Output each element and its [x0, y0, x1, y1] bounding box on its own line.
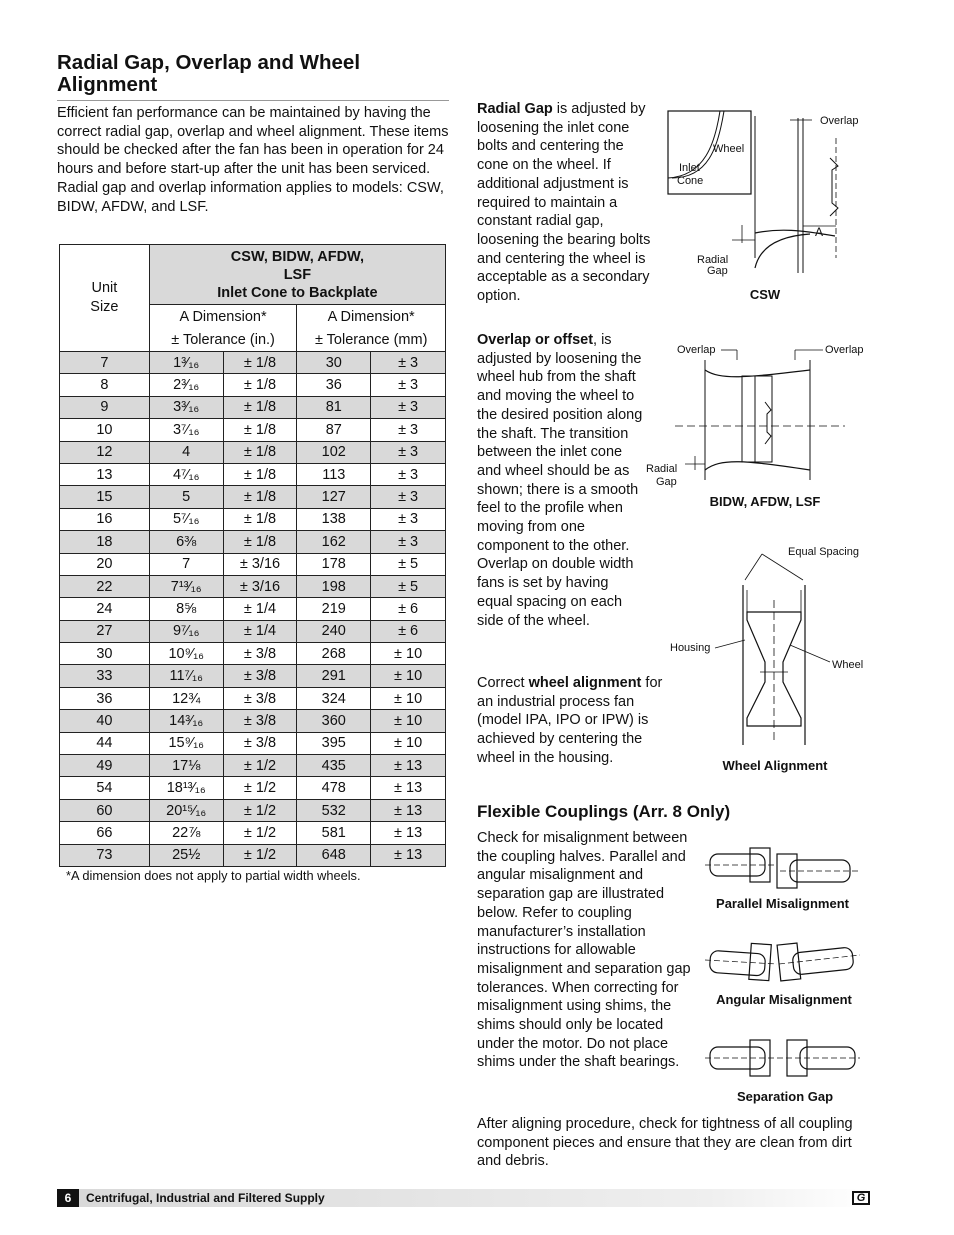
table-cell: 5⁷⁄₁₆ — [149, 508, 223, 530]
table-cell: 4⁷⁄₁₆ — [149, 463, 223, 485]
bidw-overlap-left-label: Overlap — [677, 344, 716, 356]
table-cell: 6⅜ — [149, 531, 223, 553]
table-cell: ± 13 — [371, 844, 446, 866]
table-cell: ± 13 — [371, 755, 446, 777]
table-cell: 268 — [297, 643, 371, 665]
table-cell: 4 — [149, 441, 223, 463]
align-housing-label: Housing — [670, 642, 711, 654]
csw-a-label: A — [815, 225, 824, 239]
table-cell: 73 — [60, 844, 150, 866]
table-cell: 33 — [60, 665, 150, 687]
radial-gap-paragraph: Radial Gap is adjusted by loosening the inlet cone bolts and centering the cone on the wheel. If additional adjustment is required to maintain a constant radial gap, loosening the bearing bolts and centering the wheel is acceptable as a secondary option. — [477, 101, 651, 305]
table-cell: ± 1/4 — [223, 598, 297, 620]
couplings-heading: Flexible Couplings (Arr. 8 Only) — [477, 802, 731, 821]
table-row — [60, 665, 446, 687]
table-cell: 22⅞ — [149, 822, 223, 844]
table-cell: 178 — [297, 553, 371, 575]
table-cell: ± 1/8 — [223, 441, 297, 463]
table-cell: ± 13 — [371, 822, 446, 844]
table-cell: ± 13 — [371, 799, 446, 821]
col-in-sub: ± Tolerance (in.) — [149, 328, 297, 352]
table-row — [60, 419, 446, 441]
table-cell: ± 10 — [371, 643, 446, 665]
table-cell: 17⅛ — [149, 755, 223, 777]
table-footnote: *A dimension does not apply to partial width wheels. — [66, 868, 361, 883]
intro-paragraph: Efficient fan performance can be maintained by having the correct radial gap, overlap and wheel alignment. These items should be checked after the fan has been in operation for 24 hours and before start-up after the unit has been serviced. Radial gap and overlap information applies to models: CSW, BIDW, AFDW, and LSF. — [57, 105, 449, 215]
col-in-title: A Dimension* — [149, 305, 297, 329]
table-row — [60, 374, 446, 396]
table-cell: 30 — [60, 643, 150, 665]
table-cell: 22 — [60, 575, 150, 597]
table-cell: 360 — [297, 710, 371, 732]
table-row — [60, 598, 446, 620]
csw-radial-label-1: Radial — [697, 254, 729, 266]
table-row — [60, 620, 446, 642]
wheel-alignment-caption: Wheel Alignment — [722, 758, 828, 773]
table-cell: ± 1/8 — [223, 531, 297, 553]
table-row — [60, 844, 446, 866]
table-cell: ± 3 — [371, 374, 446, 396]
table-row — [60, 643, 446, 665]
bidw-radial-label-1: Radial — [646, 463, 678, 475]
table-row — [60, 822, 446, 844]
parallel-misalignment-diagram — [705, 842, 860, 892]
csw-diagram — [660, 108, 875, 283]
table-cell: 44 — [60, 732, 150, 754]
table-row — [60, 710, 446, 732]
unit-size-header: Unit Size — [60, 245, 150, 352]
table-cell: 20¹⁵⁄₁₆ — [149, 799, 223, 821]
csw-overlap-label: Overlap — [820, 115, 859, 127]
table-cell: 66 — [60, 822, 150, 844]
table-cell: ± 3 — [371, 486, 446, 508]
table-cell: ± 1/2 — [223, 822, 297, 844]
table-cell: 27 — [60, 620, 150, 642]
couplings-paragraph: Check for misalignment between the coupling halves. Parallel and angular misalignment and separation gap are illustrated below. Refer to coupling manufacturer’s installation instructions for allowable misalignment and separation gap tolerances. When correcting for misalignment using shims, the shims should only be located under the motor. Do not place shims under the shaft bearings. — [477, 830, 691, 1071]
table-cell: 102 — [297, 441, 371, 463]
table-row — [60, 352, 446, 374]
overlap-paragraph: Overlap or offset, is adjusted by loosening the wheel hub from the shaft and moving the wheel to the desired position along the shaft. The transition between the inlet cone and wheel should be as shown; there is a smooth feel to the profile when moving from one component to the other. Overlap on double width fans is set by having equal spacing on each side of the wheel. — [477, 332, 643, 629]
table-cell: 10 — [60, 419, 150, 441]
table-cell: ± 1/8 — [223, 374, 297, 396]
separation-gap-diagram — [705, 1035, 860, 1085]
table-cell: ± 6 — [371, 620, 446, 642]
page-number: 6 — [57, 1189, 79, 1207]
table-cell: 40 — [60, 710, 150, 732]
table-cell: ± 10 — [371, 732, 446, 754]
bidw-caption: BIDW, AFDW, LSF — [709, 494, 821, 509]
table-cell: ± 13 — [371, 777, 446, 799]
table-cell: 648 — [297, 844, 371, 866]
table-cell: 16 — [60, 508, 150, 530]
table-cell: ± 10 — [371, 687, 446, 709]
table-cell: ± 3 — [371, 352, 446, 374]
table-cell: ± 3 — [371, 419, 446, 441]
table-cell: 240 — [297, 620, 371, 642]
csw-radial-label-2: Gap — [707, 265, 728, 277]
table-cell: 49 — [60, 755, 150, 777]
table-row — [60, 777, 446, 799]
table-cell: ± 1/8 — [223, 419, 297, 441]
table-cell: 162 — [297, 531, 371, 553]
table-cell: 8⅝ — [149, 598, 223, 620]
table-cell: 7¹³⁄₁₆ — [149, 575, 223, 597]
brand-logo-icon: G — [852, 1191, 870, 1205]
table-cell: ± 1/8 — [223, 396, 297, 418]
table-cell: ± 1/8 — [223, 508, 297, 530]
table-cell: ± 3 — [371, 463, 446, 485]
table-cell: ± 1/2 — [223, 755, 297, 777]
table-cell: 291 — [297, 665, 371, 687]
table-cell: 15 — [60, 486, 150, 508]
table-cell: ± 3/16 — [223, 575, 297, 597]
table-cell: ± 1/8 — [223, 352, 297, 374]
table-cell: ± 1/4 — [223, 620, 297, 642]
table-cell: ± 3/8 — [223, 710, 297, 732]
table-cell: 198 — [297, 575, 371, 597]
table-cell: 15⁹⁄₁₆ — [149, 732, 223, 754]
table-row — [60, 508, 446, 530]
page-title: Radial Gap, Overlap and Wheel Alignment — [57, 51, 361, 96]
table-cell: 24 — [60, 598, 150, 620]
table-cell: ± 1/2 — [223, 844, 297, 866]
table-cell: 2³⁄₁₆ — [149, 374, 223, 396]
table-cell: 12 — [60, 441, 150, 463]
table-cell: ± 3 — [371, 508, 446, 530]
dimension-table — [59, 244, 446, 867]
table-cell: 3⁷⁄₁₆ — [149, 419, 223, 441]
bidw-overlap-right-label: Overlap — [825, 344, 864, 356]
table-cell: 36 — [297, 374, 371, 396]
table-cell: 87 — [297, 419, 371, 441]
table-cell: ± 3/16 — [223, 553, 297, 575]
table-cell: 435 — [297, 755, 371, 777]
table-cell: 7 — [60, 352, 150, 374]
table-cell: 18 — [60, 531, 150, 553]
table-row — [60, 755, 446, 777]
table-cell: 54 — [60, 777, 150, 799]
bidw-diagram — [645, 340, 870, 490]
table-cell: 1³⁄₁₆ — [149, 352, 223, 374]
table-cell: 12¾ — [149, 687, 223, 709]
table-cell: ± 1/8 — [223, 463, 297, 485]
separation-caption: Separation Gap — [736, 1089, 834, 1104]
table-cell: 25½ — [149, 844, 223, 866]
table-cell: 3³⁄₁₆ — [149, 396, 223, 418]
table-cell: 60 — [60, 799, 150, 821]
csw-inlet-label-2: Cone — [677, 175, 704, 187]
table-cell: 7 — [149, 553, 223, 575]
csw-wheel-label: Wheel — [713, 143, 745, 155]
table-cell: ± 3/8 — [223, 665, 297, 687]
csw-caption: CSW — [749, 287, 781, 302]
table-cell: 14³⁄₁₆ — [149, 710, 223, 732]
csw-inlet-label-1: Inlet — [679, 162, 700, 174]
table-cell: ± 10 — [371, 665, 446, 687]
table-cell: 581 — [297, 822, 371, 844]
table-row — [60, 441, 446, 463]
table-cell: 81 — [297, 396, 371, 418]
table-row — [60, 799, 446, 821]
table-cell: 138 — [297, 508, 371, 530]
wheel-alignment-paragraph: Correct wheel alignment for an industrial process fan (model IPA, IPO or IPW) is achieved by centering the wheel in the housing. — [477, 675, 663, 766]
table-cell: ± 3 — [371, 396, 446, 418]
table-cell: ± 3 — [371, 531, 446, 553]
table-cell: 532 — [297, 799, 371, 821]
table-cell: 324 — [297, 687, 371, 709]
table-cell: 30 — [297, 352, 371, 374]
table-cell: ± 1/2 — [223, 799, 297, 821]
table-cell: 9 — [60, 396, 150, 418]
table-cell: ± 10 — [371, 710, 446, 732]
table-cell: 113 — [297, 463, 371, 485]
table-row — [60, 732, 446, 754]
align-equal-label: Equal Spacing — [788, 546, 859, 558]
table-row — [60, 486, 446, 508]
title-rule — [57, 100, 449, 101]
table-cell: 478 — [297, 777, 371, 799]
table-cell: 11⁷⁄₁₆ — [149, 665, 223, 687]
table-cell: 395 — [297, 732, 371, 754]
parallel-caption: Parallel Misalignment — [716, 896, 849, 911]
group-header: CSW, BIDW, AFDW, LSF Inlet Cone to Backplate — [149, 245, 445, 305]
table-cell: ± 3/8 — [223, 687, 297, 709]
couplings-after-paragraph: After aligning procedure, check for tightness of all coupling component pieces and ensure that they are clean from dirt and debris. — [477, 1116, 853, 1170]
table-cell: 10⁹⁄₁₆ — [149, 643, 223, 665]
table-cell: ± 1/8 — [223, 486, 297, 508]
table-cell: 36 — [60, 687, 150, 709]
col-mm-sub: ± Tolerance (mm) — [297, 328, 446, 352]
table-cell: 5 — [149, 486, 223, 508]
bidw-radial-label-2: Gap — [656, 476, 677, 488]
table-cell: ± 1/2 — [223, 777, 297, 799]
table-row — [60, 396, 446, 418]
col-mm-title: A Dimension* — [297, 305, 446, 329]
table-row — [60, 463, 446, 485]
table-cell: 127 — [297, 486, 371, 508]
align-wheel-label: Wheel — [832, 659, 864, 671]
table-cell: ± 3/8 — [223, 643, 297, 665]
table-cell: 13 — [60, 463, 150, 485]
table-cell: ± 3 — [371, 441, 446, 463]
wheel-alignment-diagram — [665, 540, 875, 750]
table-cell: 9⁷⁄₁₆ — [149, 620, 223, 642]
table-cell: ± 5 — [371, 575, 446, 597]
table-row — [60, 687, 446, 709]
table-row — [60, 553, 446, 575]
table-cell: 18¹³⁄₁₆ — [149, 777, 223, 799]
table-cell: ± 3/8 — [223, 732, 297, 754]
table-row — [60, 575, 446, 597]
table-row — [60, 531, 446, 553]
table-cell: ± 5 — [371, 553, 446, 575]
footer-title: Centrifugal, Industrial and Filtered Supply — [86, 1191, 325, 1205]
table-cell: 8 — [60, 374, 150, 396]
table-cell: ± 6 — [371, 598, 446, 620]
table-cell: 219 — [297, 598, 371, 620]
angular-misalignment-diagram — [705, 938, 860, 988]
angular-caption: Angular Misalignment — [716, 992, 852, 1007]
table-cell: 20 — [60, 553, 150, 575]
